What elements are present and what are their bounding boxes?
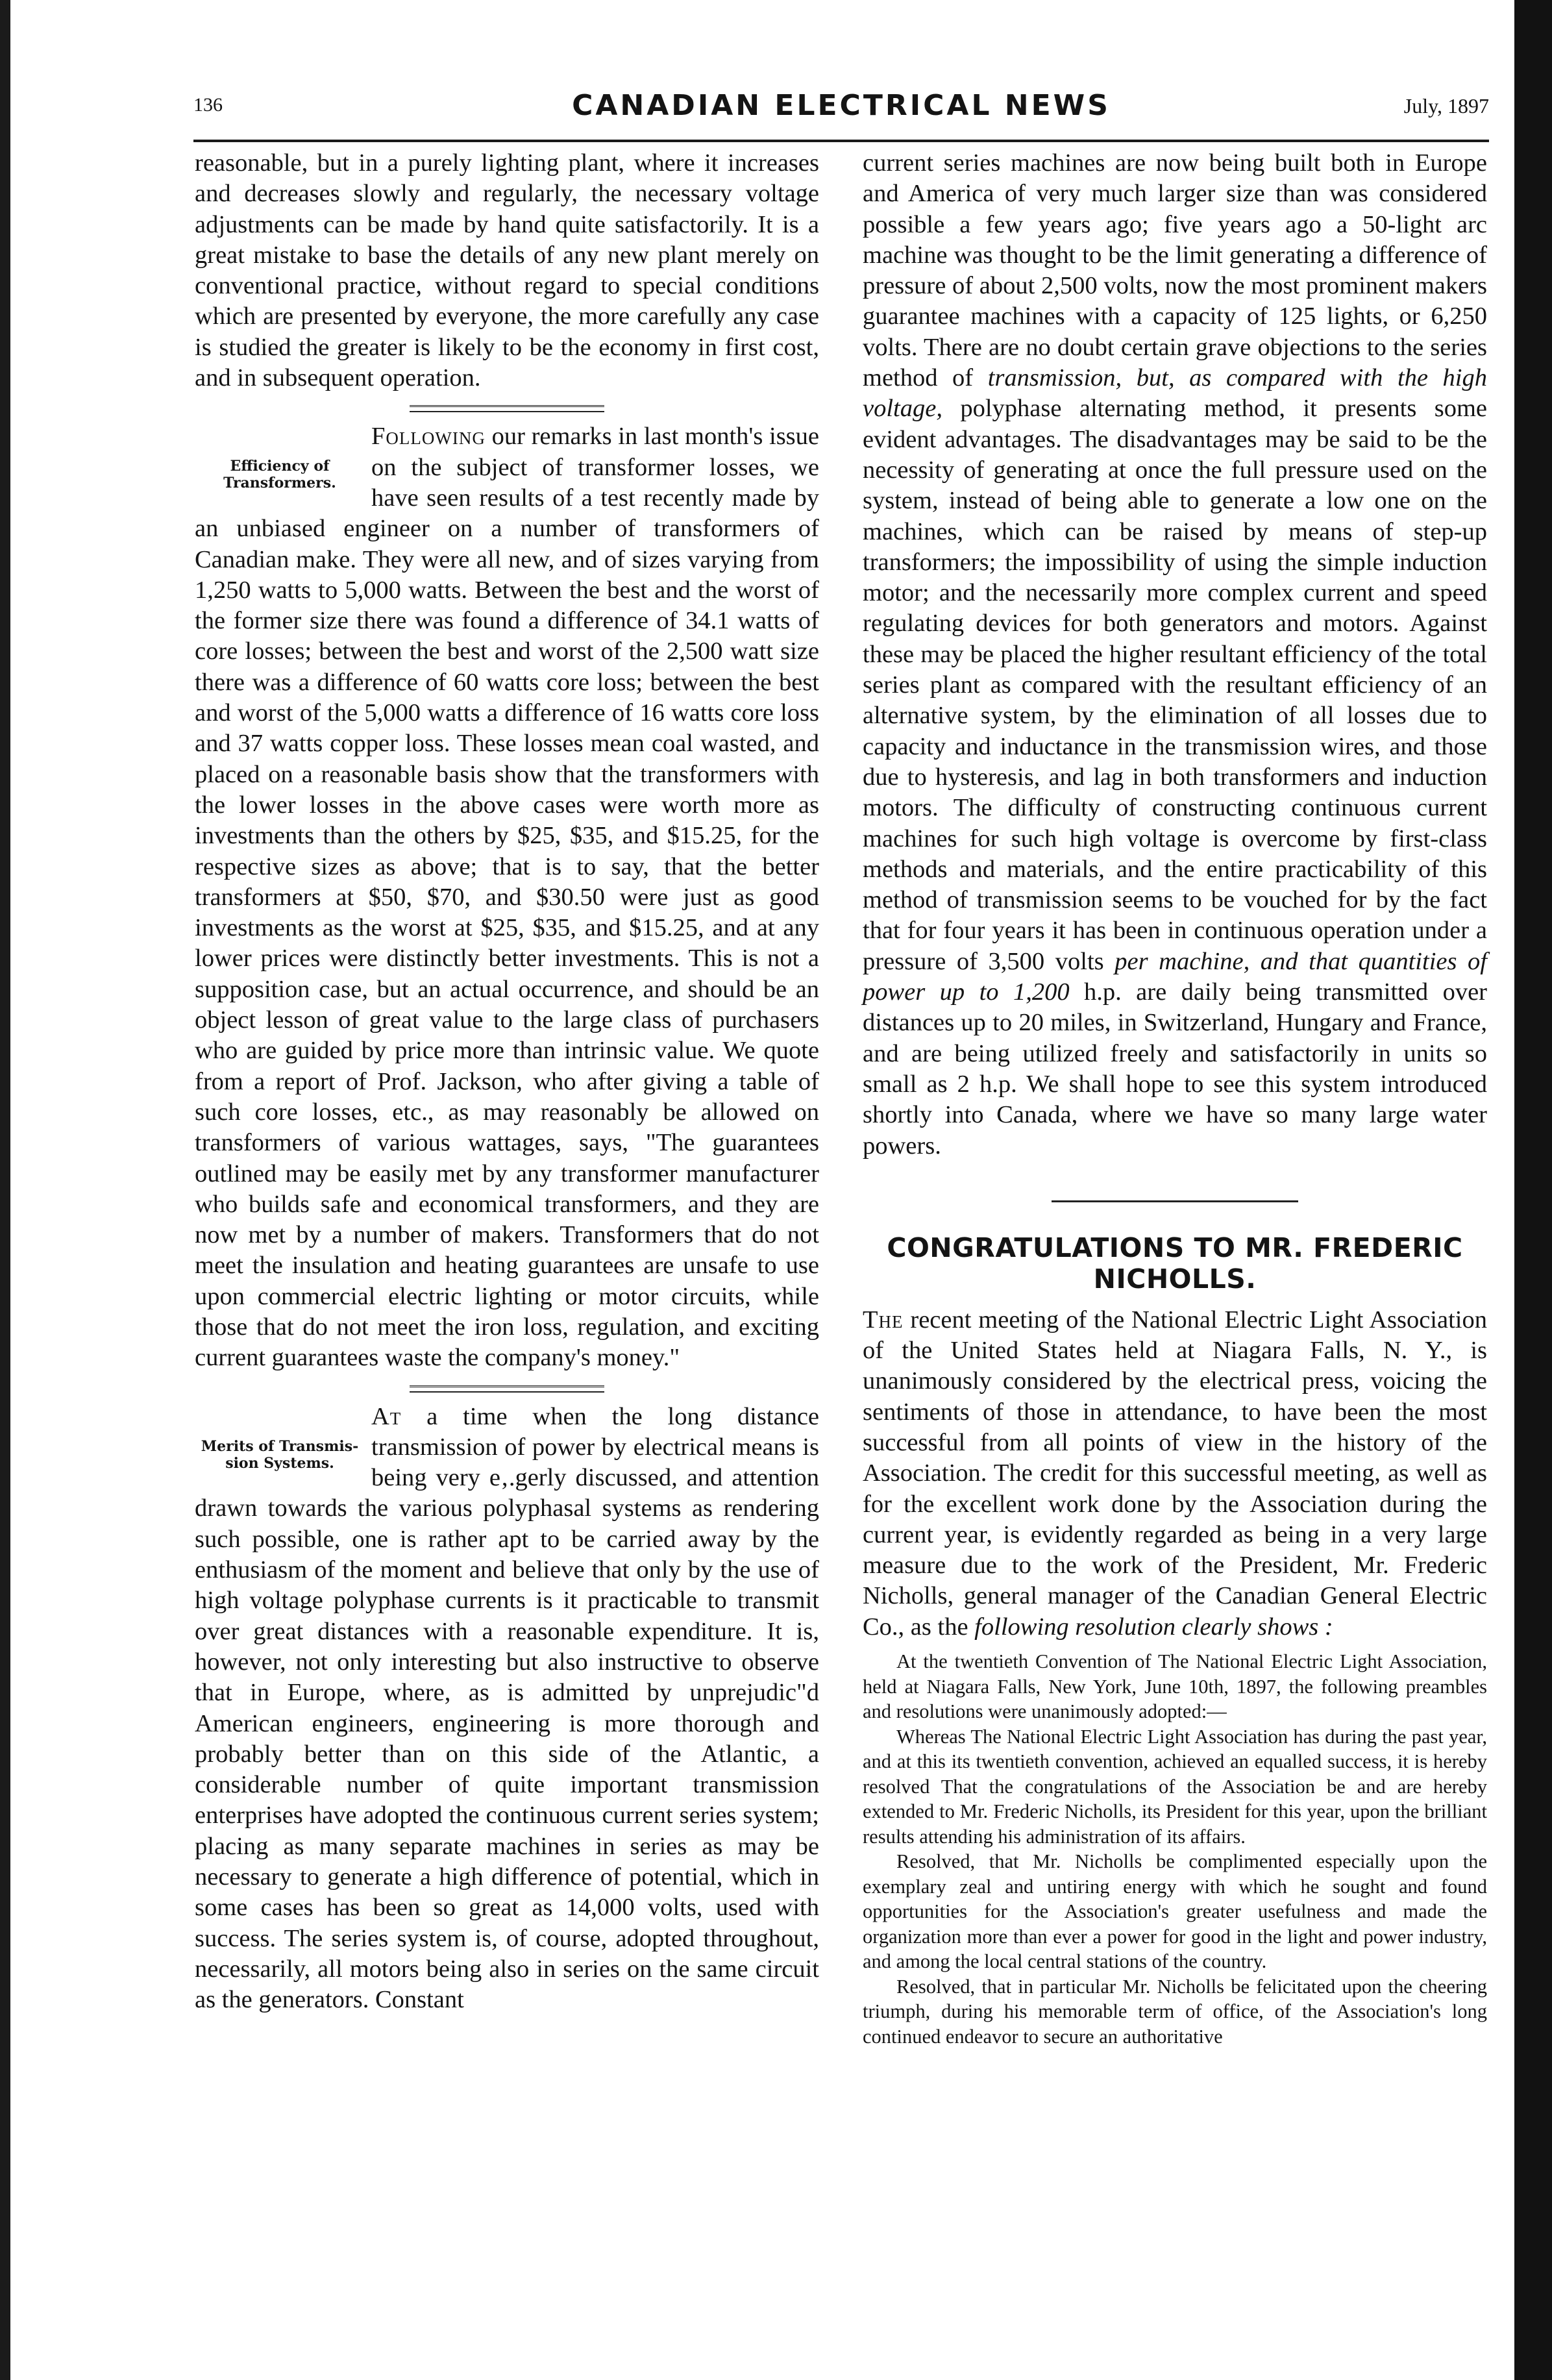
side-label-line: Efficiency of: [230, 458, 330, 475]
resolution-resolved: Resolved, that in particular Mr. Nicholls be felicitated upon the cheering triumph, during his memorable term of office, of the Association's long continued endeavor to secure an authoritative: [863, 1975, 1487, 2048]
journal-title: CANADIAN ELECTRICAL NEWS: [572, 89, 1111, 122]
side-label-line: sion Systems.: [225, 1454, 334, 1472]
headline-line: NICHOLLS.: [1093, 1263, 1257, 1295]
continuation-text: polyphase alternating method, it presents some evident advantages. The disadvantages may be said to be the necessity of generating at once the full pressure used on the system, instead of being able to generate a low one on the machines, which can be raised by means of step-up transformers; the impossibility of using the simple induction motor; and the necessarily more complex current and speed regulating devices for both generators and motors. Against these may be placed the higher resultant efficiency of the total series plant as compared with the resultant efficiency of an alternative system, by the elimination of all losses due to capacity and inductance in the transmission wires, and those due to hysteresis, and lag in both transformers and induction motors. The difficulty of constructing continuous current machines for such high voltage is overcome by first-class methods and materials, and the entire practicability of this method of transmission seems to be vouched for by the fact that for four years it has been in continuous operation under a pressure of 3,500 volts: [863, 395, 1488, 975]
scan-edge-right: [1514, 0, 1552, 2380]
side-label-transmission: [195, 1438, 365, 1472]
efficiency-section: [195, 421, 819, 1373]
page-number: 136: [193, 94, 223, 116]
resolution-resolved: Resolved, that Mr. Nicholls be complimented especially upon the exemplary zeal and untiring energy with which he sought and found opportunities for the Association's greater usefulness and made the organization more than ever a power for good in the light and power industry, and among the local central stations of the country.: [863, 1850, 1487, 1973]
side-label-line: Transformers.: [223, 475, 336, 492]
intro-paragraph: reasonable, but in a purely lighting plant, where it increases and decreases slowly and regularly, the necessary voltage adjustments can be made by hand quite satisfactorily. It is a great mistake to base the details of any new plant merely on conventional practice, without regard to special conditions which are presented by everyone, the more carefully any case is studied the greater is likely to be the economy in first cost, and in subsequent operation.: [195, 149, 819, 392]
side-label-line: Merits of Transmis-: [201, 1437, 359, 1455]
transmission-section: [195, 1402, 819, 2016]
article-text: recent meeting of the National Electric Light Association of the United States held at Niagara Falls, N. Y., is unanimously considered by the electrical press, voicing the sentiments of those in attendance, to have been the most successful from all points of view in the history of the Association. The credit for this successful meeting, as well as for the excellent work done by the Association during the current year, is evidently regarded as being in a very large measure due to the work of the President, Mr. Frederic Nicholls, general manager of the Canadian General Electric Co., as the: [863, 1306, 1487, 1641]
article-headline: [863, 1232, 1487, 1295]
side-label-efficiency: [195, 458, 365, 491]
continuation-paragraph: [863, 148, 1487, 1161]
issue-date: July, 1897: [1403, 94, 1489, 118]
article-paragraph: [863, 1305, 1487, 1642]
continuation-italic: transmission, but, as compared with the high voltage,: [863, 364, 1488, 423]
efficiency-paragraph: [195, 421, 819, 1373]
article-rule: [1052, 1200, 1298, 1202]
continuation-italic: per machine, and that quantities of power up to 1,200: [863, 947, 1488, 1006]
continuation-text: current series machines are now being built both in Europe and America of very much larger size than was considered possible a few years ago; five years ago a 50-light arc machine was thought to be the limit generating a difference of pressure of about 2,500 volts, now the most prominent makers guarantee machines with a capacity of 125 lights, or 6,250 volts. There are no doubt certain grave objections to the series method of: [863, 149, 1487, 392]
headline-line: CONGRATULATIONS TO MR. FREDERIC: [887, 1232, 1463, 1263]
continuation-text: h.p. are daily being transmitted over distances up to 20 miles, in Switzerland, Hungary and France, and are being utilized freely and satisfactorily in units so small as 2 h.p. We shall hope to see this system introduced shortly into Canada, where we have so many large water powers.: [863, 978, 1488, 1159]
lead-word: Following: [371, 423, 486, 451]
scan-edge-left: [0, 0, 10, 2380]
resolution-whereas: Whereas The National Electric Light Association has during the past year, and at this its twentieth convention, achieved an equalled success, it is hereby resolved That the congratulations of the Association be and are hereby extended to Mr. Frederic Nicholls, its President for this year, upon the brilliant results attending his administration of its affairs.: [863, 1725, 1487, 1848]
left-column: [195, 148, 819, 2016]
section-separator: [410, 405, 604, 412]
efficiency-text: our remarks in last month's issue on the subject of transformer losses, we have seen results of a test recently made by an unbiased engineer on a number of transformers of Canadian make. They were all new, and of sizes varying from 1,250 watts to 5,000 watts. Between the best and the worst of the former size there was found a difference of 34.1 watts of core losses; between the best and worst of the 2,500 watt size there was a difference of 60 watts core loss; between the best and worst of the 5,000 watts a difference of 16 watts core loss and 37 watts copper loss. These losses mean coal wasted, and placed on a reasonable basis show that the transformers with the lower losses in the above cases were worth more as investments than the others by $25, $35, and $15.25, for the respective sizes as above; that is to say, that the better transformers at $50, $70, and $30.50 were just as good investments as the worst at $25, $35, and $15.25, and at any lower prices were distinctly better investments. This is not a supposition case, but an actual occurrence, and should be an object lesson of great value to the large class of purchasers who are guided by price more than intrinsic value. We quote from a report of Prof. Jackson, who after giving a table of such core losses, etc., as may reasonably be allowed on transformers of various wattages, says, "The guarantees outlined may be easily met by any transformer manufacturer who builds safe and economical transformers, and they are now met by a number of makers. Transformers that do not meet the insulation and heating guarantees are unsafe to use upon commercial electric lighting or motor circuits, while those that do not meet the iron loss, regulation, and exciting current guarantees waste the company's money.": [195, 423, 820, 1372]
page-header: [193, 89, 1489, 140]
transmission-text: a time when the long distance transmission of power by electrical means is being very e‚.gerly discussed, and attention drawn towards the various polyphasal systems as rendering such possible, one is rather apt to be carried away by the enthusiasm of the moment and believe that only by the use of high voltage polyphase currents is it practicable to transmit over great distances with a reasonable expenditure. It is, however, not only interesting but also instructive to observe that in Europe, where, as is admitted by unprejudic"d American engineers, engineering is more thorough and probably better than on this side of the Atlantic, a considerable number of quite important transmission enterprises have adopted the continuous current series system; placing as many separate machines in series as may be necessary to generate a high difference of potential, which in some cases has been so great as 14,000 volts, used with success. The series system is, of course, adopted throughout, necessarily, all motors being also in series on the same circuit as the generators. Constant: [195, 1402, 820, 2014]
lead-word: At: [371, 1402, 402, 1430]
header-rule: [193, 140, 1489, 142]
article-italic: following resolution clearly shows :: [974, 1613, 1333, 1641]
section-separator: [410, 1385, 604, 1393]
lead-word: The: [863, 1306, 904, 1333]
resolution-preamble: At the twentieth Convention of The National Electric Light Association, held at Niagara Falls, New York, June 10th, 1897, the following preambles and resolutions were unanimously adopted:—: [863, 1650, 1487, 1723]
transmission-paragraph: [195, 1402, 819, 2016]
right-column: [863, 148, 1487, 2049]
